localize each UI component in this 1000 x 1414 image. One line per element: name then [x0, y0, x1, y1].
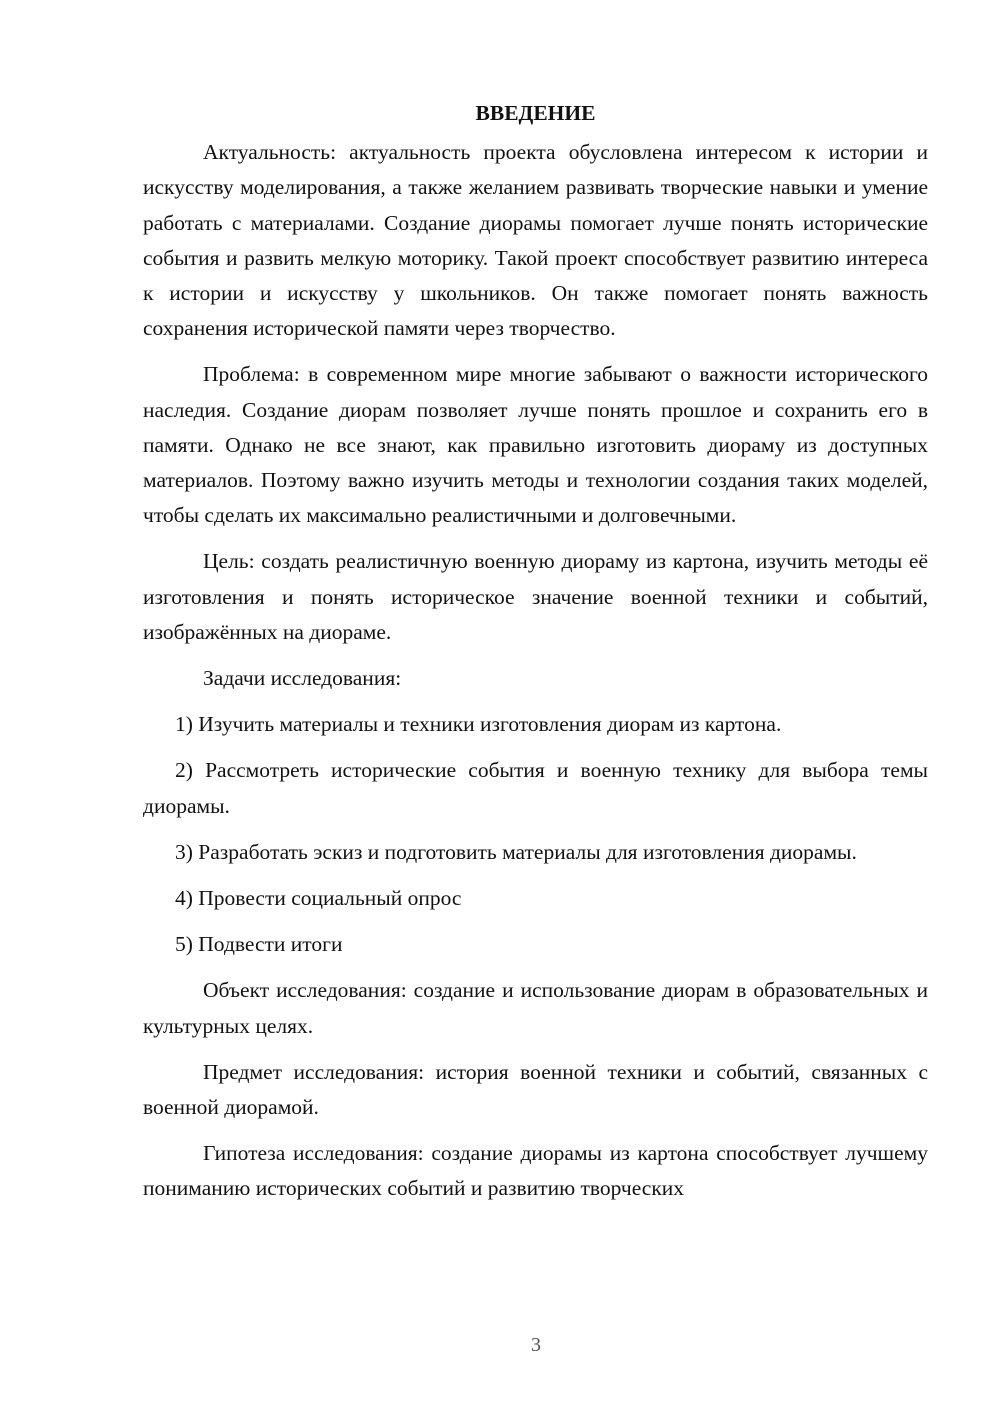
page-content [143, 96, 928, 1218]
paragraph-tasks-heading: Задачи исследования: [203, 666, 402, 691]
task-item-4: 4) Провести социальный опрос [175, 886, 462, 911]
paragraph-subject: Предмет исследования: история военной техники и событий, связанных с военной диорамой. [143, 1059, 928, 1120]
task-item-3: 3) Разработать эскиз и подготовить материалы для изготовления диорамы. [175, 839, 857, 864]
task-item-5: 5) Подвести итоги [175, 932, 343, 957]
paragraph-goal: Цель: создать реалистичную военную диораму из картона, изучить методы её изготовления и понять историческое значение военной техники и событий, изображённых на диораме. [143, 549, 928, 644]
page-title: ВВЕДЕНИЕ [475, 101, 596, 125]
paragraph-relevance: Актуальность: актуальность проекта обусловлена интересом к истории и искусству моделирования, а также желанием развивать творческие навыки и умение работать с материалами. Создание диорамы помогает лучше понять исторические события и развить мелкую моторику. Такой проект способствует развитию интереса к истории и искусству у школьников. Он также помогает понять важность сохранения исторической памяти через творчество. [143, 140, 928, 341]
page-number: 3 [531, 1334, 541, 1356]
paragraph-hypothesis: Гипотеза исследования: создание диорамы из картона способствует лучшему пониманию исторических событий и развитию творческих [143, 1141, 928, 1201]
task-item-1: 1) Изучить материалы и техники изготовления диорам из картона. [175, 712, 782, 737]
task-item-2: 2) Рассмотреть исторические события и военную технику для выбора темы диорамы. [143, 758, 928, 818]
paragraph-problem: Проблема: в современном мире многие забывают о важности исторического наследия. Создание диорам позволяет лучше понять прошлое и сохранить его в памяти. Однако не все знают, как правильно изготовить диораму из доступных материалов. Поэтому важно изучить методы и технологии создания таких моделей, чтобы сделать их максимально реалистичными и долговечными. [143, 362, 928, 528]
paragraph-object: Объект исследования: создание и использование диорам в образовательных и культурных целях. [143, 978, 928, 1038]
